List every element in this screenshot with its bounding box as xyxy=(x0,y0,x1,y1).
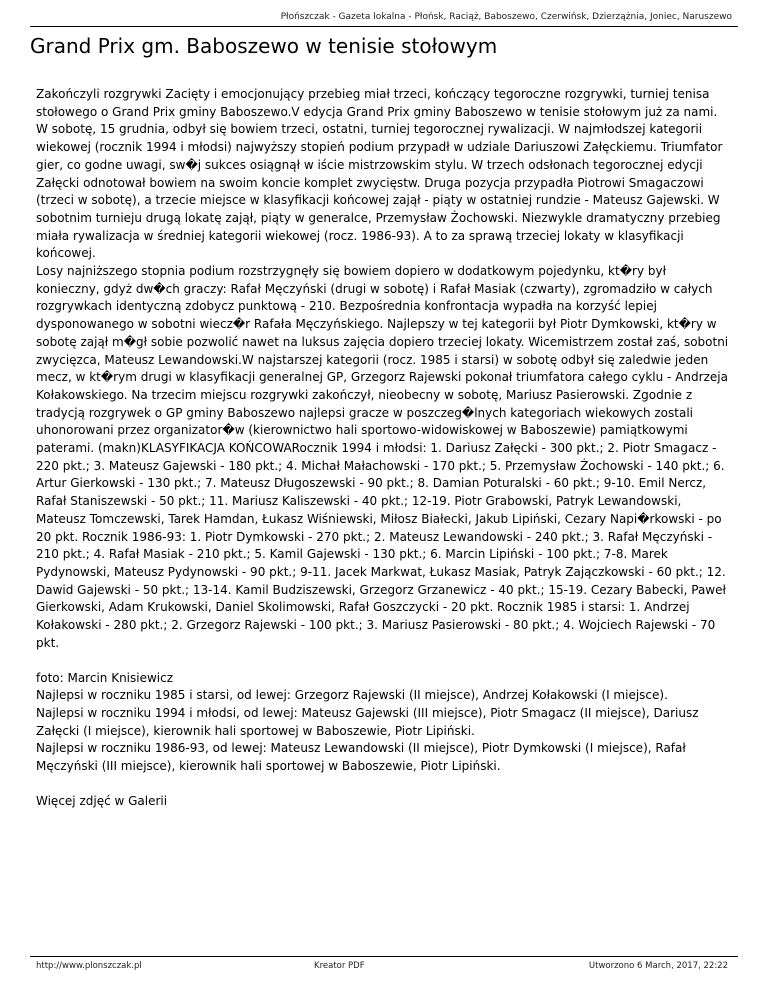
spacer xyxy=(36,653,732,670)
article-title: Grand Prix gm. Baboszewo w tenisie stołowym xyxy=(30,34,498,58)
photo-credit: foto: Marcin Knisiewicz xyxy=(36,670,174,685)
photo-caption: Najlepsi w roczniku 1986-93, od lewej: Mateusz Lewandowski (II miejsce), Piotr Dymkowski (I miejsce), Rafał Męczyński (III miejsce), kierownik hali sportowej w Baboszewie, Piotr Lipiński. xyxy=(36,741,686,774)
footer-url[interactable]: http://www.plonszczak.pl xyxy=(36,961,142,971)
photo-caption: Najlepsi w roczniku 1985 i starsi, od lewej: Grzegorz Rajewski (II miejsce), Andrzej Kołakowski (I miejsce). xyxy=(36,688,668,703)
spacer xyxy=(36,776,732,793)
photo-caption: Najlepsi w roczniku 1994 i młodsi, od lewej: Mateusz Gajewski (III miejsce), Piotr Smagacz (II miejsce), Dariusz Załęcki (I miejsce), kierownik hali sportowej w Baboszewie, Piotr Lipiński. xyxy=(36,705,699,738)
footer-divider xyxy=(30,956,738,957)
page-header: Płońszczak - Gazeta lokalna - Płońsk, Raciąż, Baboszewo, Czerwińsk, Dzierzążnia, Joniec, Naruszewo xyxy=(280,12,732,22)
article-paragraph: Losy najniższego stopnia podium rozstrzygnęły się bowiem dopiero w dodatkowym pojedynku, kt�ry był konieczny, gdyż dw�ch graczy: Rafał Męczyński (drugi w sobotę) i Rafał Masiak (czwarty), zgromadziło w całych rozgrywkach identyczną zdobycz punktową - 210. Bezpośrednia konfrontacja wypadła na korzyść lepiej dysponowanego w sobotni wiecz�r Rafała Męczyńskiego. Najlepszy w tej kategorii był Piotr Dymkowski, kt�ry w sobotę zajął m�gł sobie pozwolić nawet na luksus zajęcia dopiero trzeciej lokaty. Wicemistrzem został zaś, sobotni zwycięzca, Mateusz Lewandowski.W najstarszej kategorii (rocz. 1985 i starsi) w sobotę odbył się zaledwie jeden mecz, w kt�rym drugi w klasyfikacji generalnej GP, Grzegorz Rajewski pokonał triumfatora całego cyklu - Andrzeja Kołakowskiego. Na trzecim miejscu rozgrywki zakończył, nieobecny w sobotę, Mariusz Pasierowski. Zgodnie z tradycją rozgrywek o GP gminy Baboszewo najlepsi gracze w poszczeg�lnych kategoriach wiekowych zostali uhonorowani przez organizator�w (kierownictwo hali sportowo-widowiskowej w Baboszewie) pamiątkowymi paterami. (makn)KLASYFIKACJA KOŃCOWARocznik 1994 i młodsi: 1. Dariusz Załęcki - 300 pkt.; 2. Piotr Smagacz - 220 pkt.; 3. Mateusz Gajewski - 180 pkt.; 4. Michał Małachowski - 170 pkt.; 5. Przemysław Żochowski - 140 pkt.; 6. Artur Gierkowski - 130 pkt.; 7. Mateusz Długoszewski - 90 pkt.; 8. Damian Poturalski - 60 pkt.; 9-10. Emil Nercz, Rafał Staniszewski - 50 pkt.; 11. Mariusz Kaliszewski - 40 pkt.; 12-19. Piotr Grabowski, Patryk Lewandowski, Mateusz Tomczewski, Tarek Hamdan, Łukasz Wiśniewski, Miłosz Białecki, Jakub Lipiński, Cezary Napi�rkowski - po 20 pkt. Rocznik 1986-93: 1. Piotr Dymkowski - 270 pkt.; 2. Mateusz Lewandowski - 240 pkt.; 3. Rafał Męczyński - 210 pkt.; 4. Rafał Masiak - 210 pkt.; 5. Kamil Gajewski - 130 pkt.; 6. Marcin Lipiński - 100 pkt.; 7-8. Marek Pydynowski, Mateusz Pydynowski - 90 pkt.; 9-11. Jacek Markwat, Łukasz Masiak, Patryk Zajączkowski - 60 pkt.; 12. Dawid Gajewski - 50 pkt.; 13-14. Kamil Budziszewski, Grzegorz Grzanewicz - 40 pkt.; 15-19. Cezary Babecki, Paweł Gierkowski, Adam Krukowski, Daniel Skolimowski, Rafał Goszczycki - 20 pkt. Rocznik 1985 i starsi: 1. Andrzej Kołakowski - 280 pkt.; 2. Grzegorz Rajewski - 100 pkt.; 3. Mariusz Pasierowski - 80 pkt.; 4. Wojciech Rajewski - 70 pkt. xyxy=(36,264,729,650)
article-body xyxy=(36,86,732,810)
header-divider xyxy=(30,26,738,27)
footer-created: Utworzono 6 March, 2017, 22:22 xyxy=(588,961,728,971)
gallery-link[interactable]: Więcej zdjęć w Galerii xyxy=(36,793,168,808)
article-paragraph: Zakończyli rozgrywki Zacięty i emocjonujący przebieg miał trzeci, kończący tegoroczne rozgrywki, turniej tenisa stołowego o Grand Prix gminy Baboszewo.V edycja Grand Prix gminy Baboszewo w tenisie stołowym już za nami. W sobotę, 15 grudnia, odbył się bowiem trzeci, ostatni, turniej tegorocznej rywalizacji. W najmłodszej kategorii wiekowej (rocznik 1994 i młodsi) najwyższy stopień podium przypadł w udziale Dariuszowi Załęckiemu. Triumfator gier, co godne uwagi, sw�j sukces osiągnął w iście mistrzowskim stylu. W trzech odsłonach tegorocznej edycji Załęcki odnotował bowiem na swoim koncie komplet zwycięstw. Druga pozycja przypadła Piotrowi Smagaczowi (trzeci w sobotę), a trzecie miejsce w klasyfikacji końcowej zajął - piąty w ostatniej rundzie - Mateusz Gajewski. W sobotnim turnieju drugą lokatę zajął, piąty w generalce, Przemysław Żochowski. Niezwykle dramatyczny przebieg miała rywalizacja w średniej kategorii wiekowej (rocz. 1986-93). A to za sprawą trzeciej lokaty w klasyfikacji końcowej. xyxy=(36,87,723,261)
footer-generator: Kreator PDF xyxy=(314,961,365,971)
